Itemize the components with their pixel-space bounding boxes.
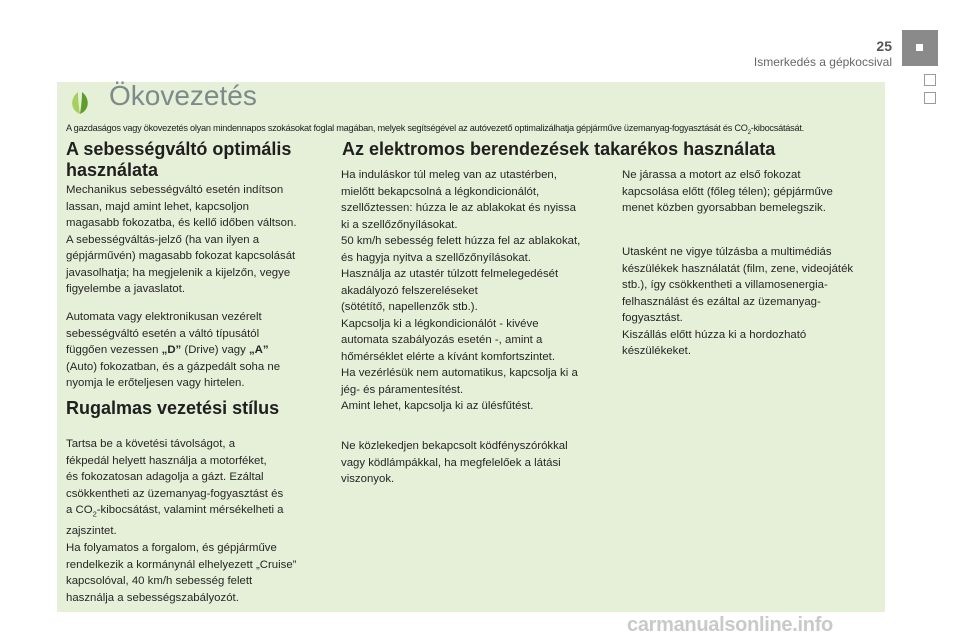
paragraph-cruise-control: Ha folyamatos a forgalom, és gépjárműve rendelkezik a kormánynál elhelyezett „Cruise” kapcsolóval, 40 km/h sebesség felett használja a sebességszabályozót. — [66, 542, 297, 604]
watermark: carmanualsonline.info — [627, 614, 833, 636]
paragraph-driving-style: Tartsa be a követési távolságot, a fékpedál helyett használja a motorféket, és fokozatosan adagolja a gázt. Ezáltal csökkentheti az üzemanyag-fogyasztást és a $CO_2$-kibocsátást, valamint mérsékelheti a zajszintet. — [66, 438, 284, 537]
paragraph-manual-gearbox: Mechanikus sebességváltó esetén indítson lassan, majd amint lehet, kapcsoljon magasabb fokozatba, és kellő időben váltson. A sebességváltás-jelző (ha van ilyen a gépjárművén) magasabb fokozat kapcsolását javasolhatja; ha megjelenik a kijelzőn, vegye figyelembe a javaslatot. — [66, 184, 297, 295]
tab-marker-icon — [916, 44, 923, 51]
page-number: 25 — [876, 38, 892, 54]
section-tab-empty[interactable] — [924, 74, 936, 86]
leaf-icon — [66, 90, 94, 116]
section-name: Ismerkedés a gépkocsival — [753, 55, 892, 69]
heading-electrical-equipment: Az elektromos berendezések takarékos használata — [342, 139, 776, 159]
intro-text: A gazdaságos vagy ökovezetés olyan mindennapos szokásokat foglal magában, melyek segítségével az autóvezető optimalizálhatja gépjárműve üzemanyag-fogyasztását és $CO_2$-kibocsátását. — [66, 123, 804, 136]
paragraph-engine-warmup: Ne járassa a motort az első fokozat kapcsolása előtt (főleg télen); gépjárműve menet közben gyorsabban bemelegszik. — [622, 169, 833, 214]
paragraph-air-conditioning: Ha induláskor túl meleg van az utastérben, mielőtt bekapcsolná a légkondicionálót, szellőztessen: húzza le az ablakokat és nyissa ki a szellőzőnyílásokat. 50 km/h sebesség felett húzza fel az ablakokat, és hagyja nyitva a szellőzőnyílásokat. Használja az utastér túlzott felmelegedését akadályozó felszereléseket (sötétítő, napellenzők stb.). Kapcsolja ki a légkondicionálót - kivéve automata szabályozás esetén -, amint a hőmérséklet elérte a kívánt komfortszintet. Ha vezérlésük nem automatikus, kapcsolja ki a jég- és páramentesítést. Amint lehet, kapcsolja ki az ülésfűtést. — [341, 169, 581, 412]
section-tab-empty[interactable] — [924, 92, 936, 104]
heading-gear-usage: A sebességváltó optimális használata — [66, 139, 292, 180]
paragraph-multimedia: Utasként ne vigye túlzásba a multimédiás készülékek használatát (film, zene, videojáték stb.), így csökkentheti a villamosenergia- felhasználást és ezáltal az üzemanyag- fogyasztást. Kiszállás előtt húzza ki a hordozható készülékeket. — [622, 246, 854, 357]
paragraph-automatic-gearbox: Automata vagy elektronikusan vezérelt sebességváltó esetén a váltó típusától függően vezessen „D” (Drive) vagy „A” (Auto) fokozatban, és a gázpedált soha ne nyomja le erőteljesen vagy hirtelen. — [66, 311, 281, 389]
paragraph-fog-lights: Ne közlekedjen bekapcsolt ködfényszórókkal vagy ködlámpákkal, ha megfelelőek a látási viszonyok. — [341, 440, 568, 485]
section-tab[interactable] — [902, 30, 938, 66]
heading-flexible-driving: Rugalmas vezetési stílus — [66, 398, 280, 418]
page-title: Ökovezetés — [109, 80, 257, 111]
